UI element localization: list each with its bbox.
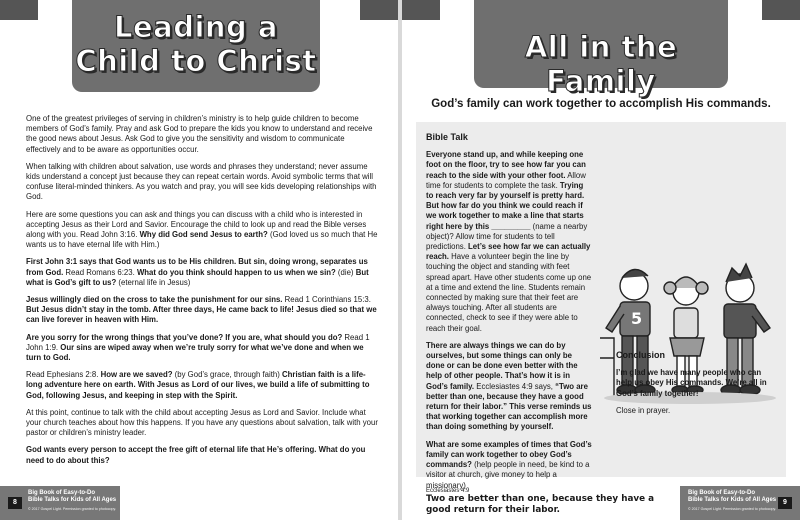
text-run: “Two are better than one, because they have a good return for their labor.” xyxy=(426,381,588,412)
paragraph xyxy=(426,341,592,433)
text-run: First John 3:1 says that God wants us to be His children. But sin, doing wrong, separates us from God. xyxy=(26,257,368,277)
text-run: I’m glad we have many people who can help us obey His commands. We’re all in God’s family together! xyxy=(616,368,767,398)
text-run: God wants every person to accept the free gift of eternal life that He’s offering. What do you need to do about this? xyxy=(26,445,366,465)
conclusion-column xyxy=(616,350,776,423)
corner-tab xyxy=(762,0,800,20)
text-run: Trying to reach very far by yourself is pretty hard. But how far do you think we could reach if we work together to make a line that starts right here by this _________ xyxy=(426,180,585,231)
text-run: One of the greatest privileges of serving in children’s ministry is to help guide children to become members of God’s family. Pray and ask God to prepare the kids you know to understand and receive the good news about Jesus. Ask God to give you the sensitivity and wisdom to communicate effectively and to be aware as opportunities occur. xyxy=(26,114,373,154)
paragraph xyxy=(26,408,378,439)
corner-tab xyxy=(0,0,38,20)
title-line: Child to Christ xyxy=(75,44,317,78)
book-title xyxy=(688,490,776,504)
paragraph xyxy=(26,257,378,288)
text-run: (by God’s grace, through faith) xyxy=(172,370,283,380)
text-run: How are we saved? xyxy=(100,370,173,380)
text-run: Christian faith is a life-long adventure here on earth. With Jesus as Lord of our lives, we build a life of submitting to God, following Jesus, and keeping in step with the Spirit. xyxy=(26,370,370,400)
lesson-box xyxy=(416,122,786,490)
page-title xyxy=(72,0,320,92)
text-run: Why did God send Jesus to earth? xyxy=(139,230,268,240)
paragraph xyxy=(26,162,378,203)
page-number: 9 xyxy=(778,497,792,509)
text-run: At this point, continue to talk with the child about accepting Jesus as Lord and Savior. Include what your church teaches about how this happens. If you have any questions about salvation, talk with your pastor or children’s ministry leader. xyxy=(26,407,378,438)
section-heading: Bible Talk xyxy=(426,132,468,142)
paragraph xyxy=(26,370,378,401)
page-number: 8 xyxy=(8,497,22,509)
book-title-line: Bible Talks for Kids of All Ages xyxy=(28,497,117,503)
text-run: Read 1 Corinthians 15:3. xyxy=(282,295,371,305)
text-run: Our sins are wiped away when we’re truly sorry for what we’ve done and when we turn to God. xyxy=(26,342,364,363)
text-run: (help people in need, be kind to a visitor at church, give money to help a missionary) xyxy=(426,460,590,490)
text-run: Here are some questions you can ask and things you can discuss with a child who is interested in accepting Jesus as their Lord and Savior. Encourage the child to look up and read the Bible verses along with you. Read John 3:16. xyxy=(26,209,367,240)
paragraph xyxy=(26,210,378,251)
text-run: (God loved us so much that He wants us to have eternal life with Him.) xyxy=(26,230,378,250)
text-run: When talking with children about salvation, use words and phrases they understand; never assume kids understand a concept just because they can repeat certain words. Avoid symbolic terms that will confuse literal-minded thinkers. As you watch and pray, you will see kids developing relationships with God. xyxy=(26,161,377,202)
text-run: What are some examples of times that God’s family can work together to obey God’s commands? xyxy=(426,439,592,470)
text-run: (eternal life in Jesus) xyxy=(116,277,191,287)
conclusion-heading: Conclusion xyxy=(616,350,665,360)
text-run: Everyone stand up, and while keeping one foot on the floor, try to see how far you can reach to the side with your other foot. xyxy=(426,150,586,180)
text-run: Read Romans 6:23. xyxy=(63,267,137,277)
article-body xyxy=(26,114,378,473)
paragraph xyxy=(26,114,378,155)
paragraph xyxy=(26,295,378,326)
corner-tab xyxy=(402,0,440,20)
paragraph xyxy=(426,150,592,334)
copyright: © 2017 Gospel Light. Permission granted to photocopy. xyxy=(28,507,117,511)
book-title-line: Big Book of Easy-to-Do xyxy=(28,490,95,496)
verse-reference: Ecclesiastes 4:9 xyxy=(426,488,470,494)
text-run: But what is God’s gift to us? xyxy=(26,267,369,287)
page-footer xyxy=(0,486,398,520)
page-title xyxy=(474,0,728,98)
text-run: This verse reminds us that working together can accomplish more than doing something by yourself. xyxy=(426,402,592,432)
text-run: What do you think should happen to us when we sin? xyxy=(136,267,336,277)
paragraph xyxy=(426,440,592,491)
right-page xyxy=(402,0,800,520)
text-run: Close in prayer. xyxy=(616,405,671,415)
text-run: Are you sorry for the wrong things that you’ve done? If you are, what should you do? xyxy=(26,332,343,342)
page-footer xyxy=(402,486,800,520)
text-run: (name a nearby object)? Allow time for students to tell predictions. xyxy=(426,221,588,252)
text-run: Allow time for students to complete the task. xyxy=(426,170,586,190)
book-title-line: Big Book of Easy-to-Do xyxy=(688,490,755,496)
bible-talk-column xyxy=(426,132,592,498)
text-run: Have a volunteer begin the line by touching the object and standing with feet spread apart. Have other students come up one at a time and extend the line. Students remain connected by making sure that their feet are always touching. After all students are connected, check to see if they were able to reach their goal. xyxy=(426,252,592,333)
text-run: Let’s see how far we can actually reach. xyxy=(426,242,591,262)
title-line: All in the Family xyxy=(524,30,678,98)
conclusion-body xyxy=(616,368,776,416)
book-title xyxy=(28,490,116,504)
paragraph xyxy=(616,406,776,416)
left-page xyxy=(0,0,398,520)
text-run: There are always things we can do by ourselves, but some things can only be done or can be done even better with the help of other people. That’s how it is in God’s family. xyxy=(426,340,578,391)
bible-talk-body xyxy=(426,150,592,491)
copyright: © 2017 Gospel Light. Permission granted to photocopy. xyxy=(688,507,777,511)
text-run: But Jesus didn’t stay in the tomb. After three days, He came back to life! Jesus died so that we can live forever in heaven with Him. xyxy=(26,305,377,325)
paragraph xyxy=(616,368,776,399)
text-run: Jesus willingly died on the cross to take the punishment for our sins. xyxy=(26,295,283,305)
text-run: Read 1 John 1:9. xyxy=(26,332,370,352)
title-line: Leading a xyxy=(114,10,278,44)
text-run: (die) xyxy=(335,267,356,277)
paragraph xyxy=(26,333,378,364)
memory-verse: Two are better than one, because they have a good return for their labor. xyxy=(426,494,655,515)
text-run: Read Ephesians 2:8. xyxy=(26,370,101,380)
svg-text:5: 5 xyxy=(631,309,643,328)
paragraph xyxy=(26,445,378,465)
text-run: Ecclesiastes 4:9 says, xyxy=(474,381,556,391)
subtitle: God’s family can work together to accomplish His commands. xyxy=(431,98,771,110)
book-title-line: Bible Talks for Kids of All Ages xyxy=(688,497,777,503)
corner-tab xyxy=(360,0,398,20)
